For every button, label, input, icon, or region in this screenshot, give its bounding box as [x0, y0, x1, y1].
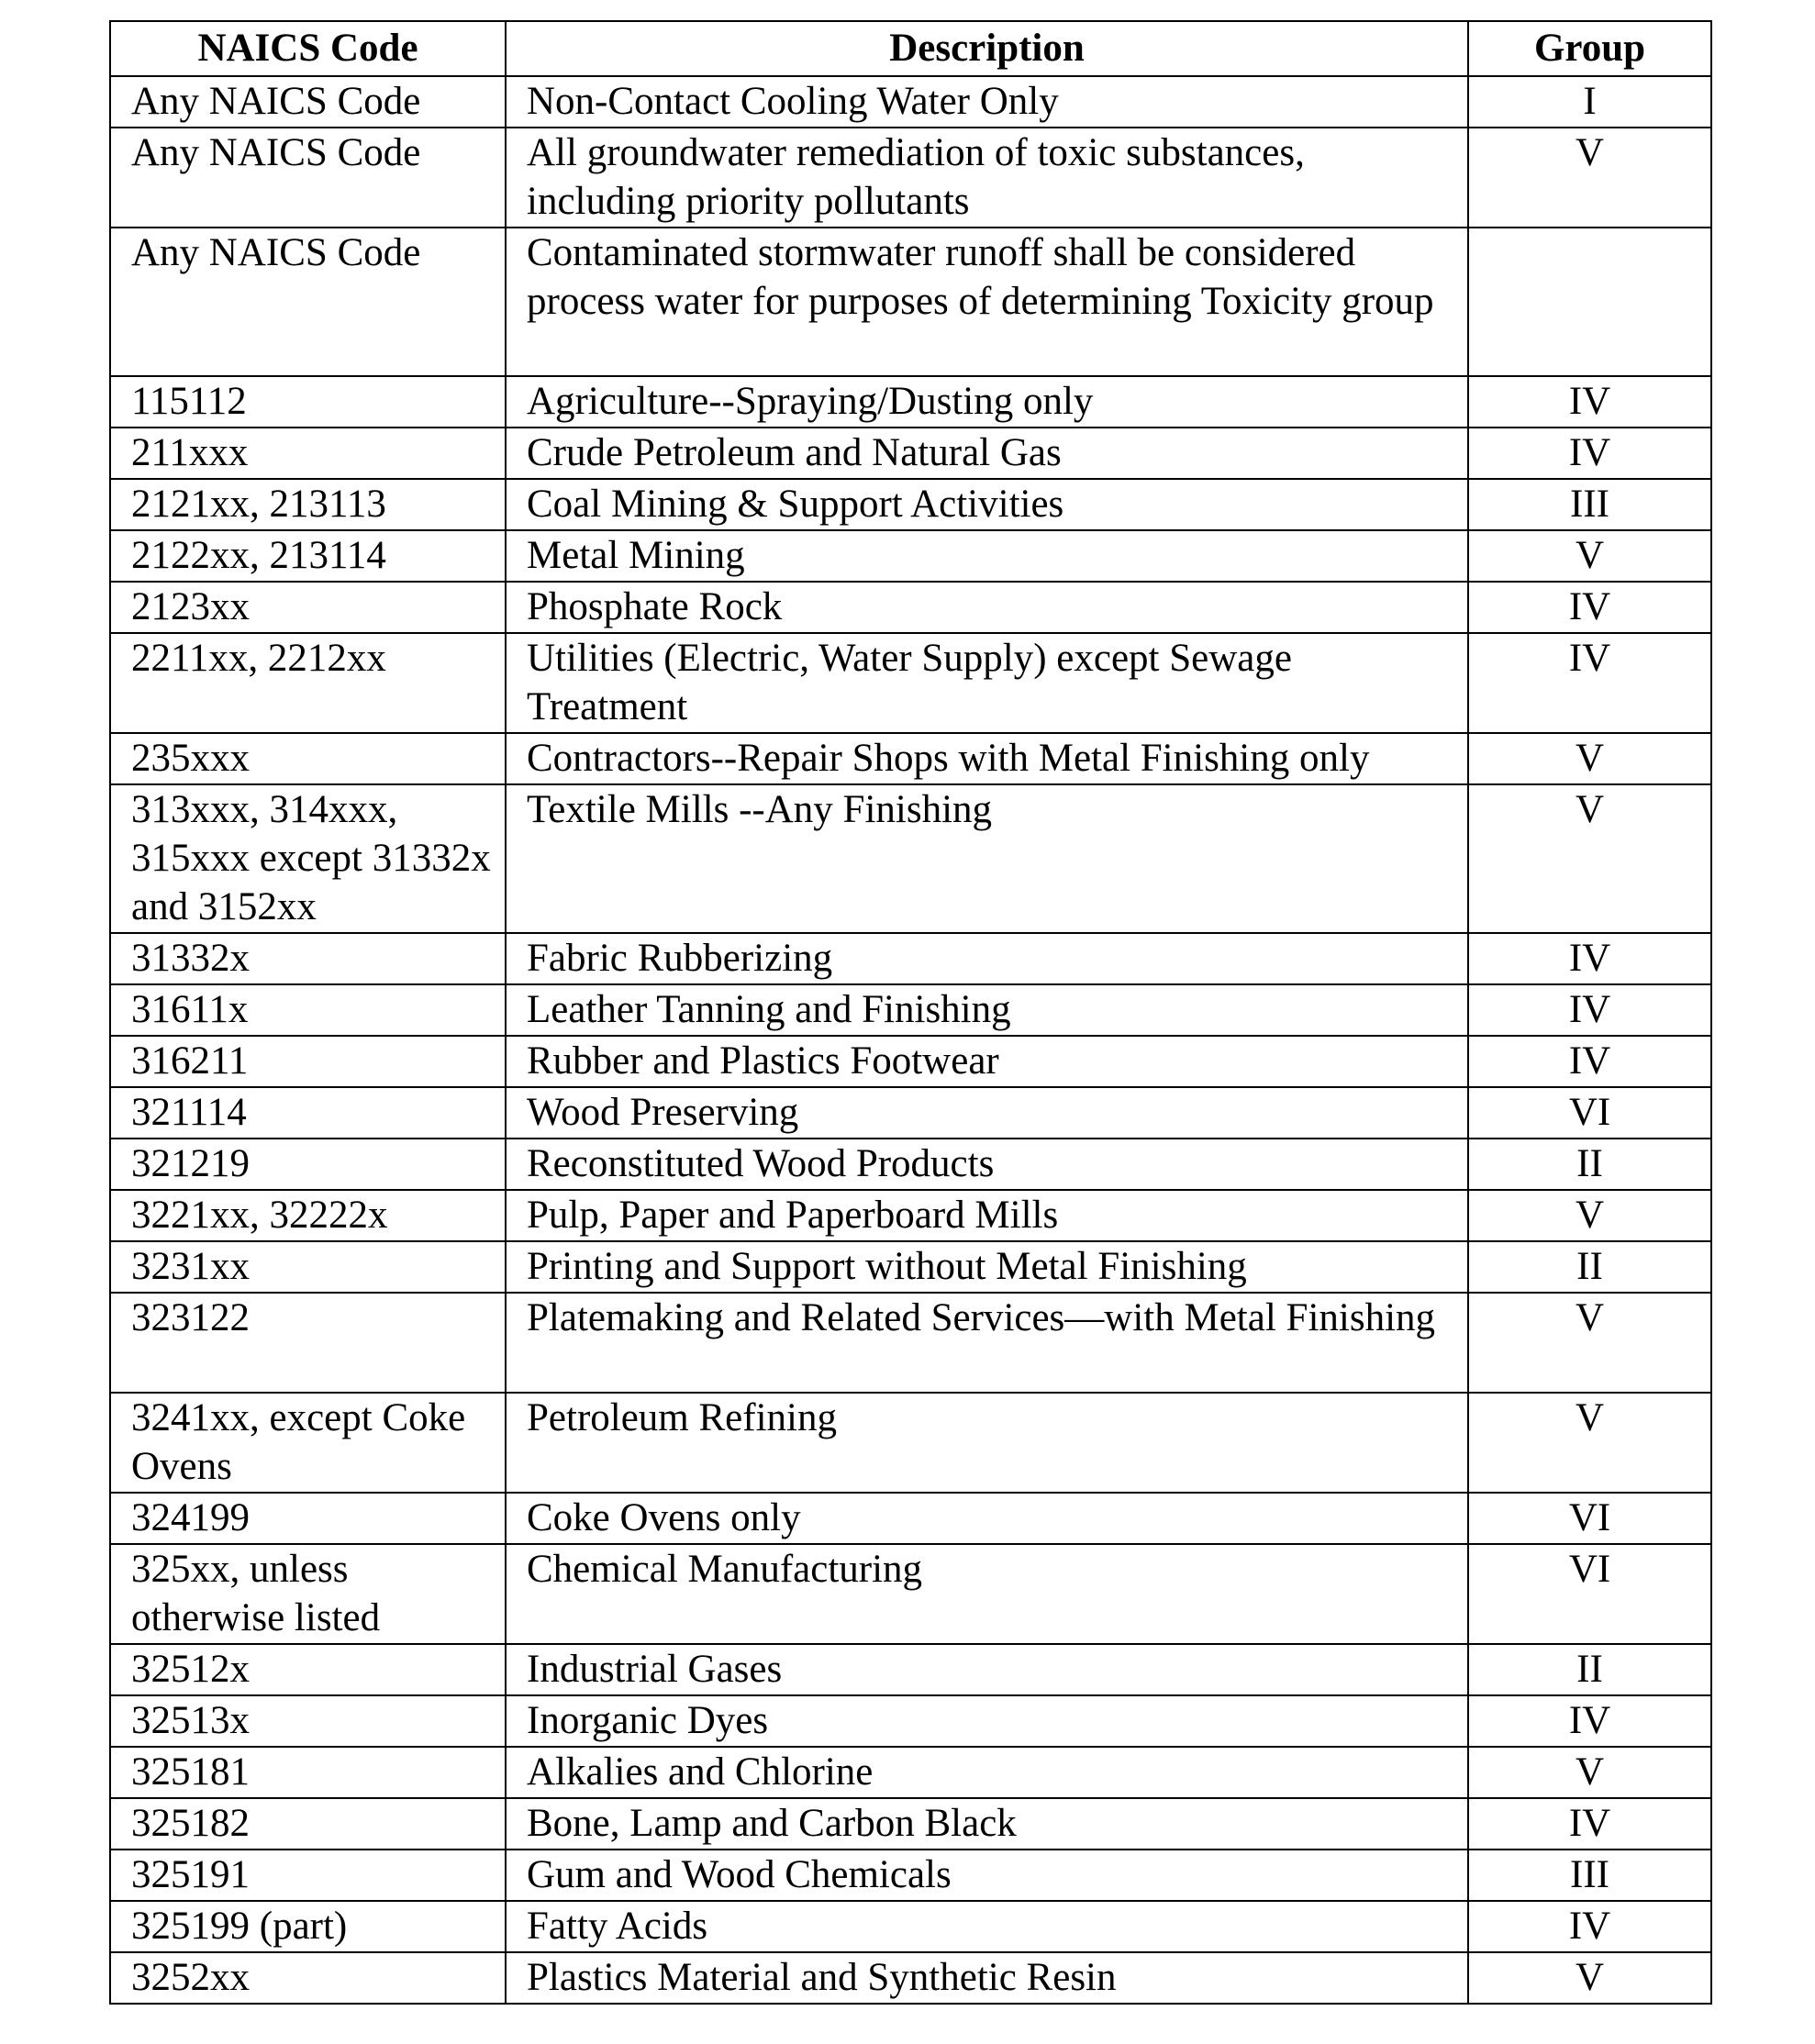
description-cell: Petroleum Refining — [506, 1393, 1468, 1493]
table-row — [110, 428, 1711, 479]
group-cell: V — [1468, 1747, 1711, 1798]
naics-code-cell: 325199 (part) — [110, 1901, 506, 1952]
naics-code-cell: 3252xx — [110, 1952, 506, 2004]
group-cell: IV — [1468, 582, 1711, 633]
group-cell: V — [1468, 530, 1711, 582]
description-cell: Wood Preserving — [506, 1087, 1468, 1139]
table-row — [110, 1952, 1711, 2004]
description-cell: Industrial Gases — [506, 1644, 1468, 1695]
naics-code-cell: 235xxx — [110, 733, 506, 784]
table-row — [110, 733, 1711, 784]
group-cell: V — [1468, 1952, 1711, 2004]
description-cell: Phosphate Rock — [506, 582, 1468, 633]
description-cell: Reconstituted Wood Products — [506, 1139, 1468, 1190]
naics-code-cell: 313xxx, 314xxx, 315xxx except 31332x and 3152xx — [110, 784, 506, 933]
table-row — [110, 1747, 1711, 1798]
group-cell: IV — [1468, 1901, 1711, 1952]
naics-code-cell: Any NAICS Code — [110, 76, 506, 128]
description-cell: Utilities (Electric, Water Supply) except Sewage Treatment — [506, 633, 1468, 733]
group-cell: V — [1468, 733, 1711, 784]
group-cell: V — [1468, 128, 1711, 228]
naics-code-cell: 32512x — [110, 1644, 506, 1695]
group-cell: IV — [1468, 933, 1711, 984]
description-cell: Printing and Support without Metal Finishing — [506, 1241, 1468, 1293]
description-cell: Fabric Rubberizing — [506, 933, 1468, 984]
description-cell: Plastics Material and Synthetic Resin — [506, 1952, 1468, 2004]
table-row — [110, 376, 1711, 428]
naics-code-cell: 2121xx, 213113 — [110, 479, 506, 530]
group-cell: II — [1468, 1139, 1711, 1190]
description-cell: Metal Mining — [506, 530, 1468, 582]
table-row — [110, 984, 1711, 1036]
group-cell: V — [1468, 784, 1711, 933]
naics-code-cell: Any NAICS Code — [110, 228, 506, 376]
naics-code-cell: 115112 — [110, 376, 506, 428]
table-header — [110, 21, 1711, 76]
group-cell: VI — [1468, 1544, 1711, 1644]
naics-code-cell: 3241xx, except Coke Ovens — [110, 1393, 506, 1493]
group-cell: IV — [1468, 376, 1711, 428]
naics-code-cell: Any NAICS Code — [110, 128, 506, 228]
group-cell: VI — [1468, 1493, 1711, 1544]
table-row — [110, 1493, 1711, 1544]
group-cell: V — [1468, 1293, 1711, 1393]
header-naics-code: NAICS Code — [110, 21, 506, 76]
naics-code-cell: 2123xx — [110, 582, 506, 633]
table-row — [110, 1901, 1711, 1952]
header-description: Description — [506, 21, 1468, 76]
table-row — [110, 1850, 1711, 1901]
naics-code-cell: 325xx, unless otherwise listed — [110, 1544, 506, 1644]
table-row — [110, 784, 1711, 933]
table-row — [110, 1036, 1711, 1087]
description-cell: Fatty Acids — [506, 1901, 1468, 1952]
group-cell: VI — [1468, 1087, 1711, 1139]
naics-code-cell: 211xxx — [110, 428, 506, 479]
naics-code-cell: 321219 — [110, 1139, 506, 1190]
naics-code-cell: 325182 — [110, 1798, 506, 1850]
naics-code-cell: 324199 — [110, 1493, 506, 1544]
table-row — [110, 1644, 1711, 1695]
group-cell: IV — [1468, 1695, 1711, 1747]
table-row — [110, 530, 1711, 582]
group-cell: III — [1468, 479, 1711, 530]
table-row — [110, 1293, 1711, 1393]
header-row — [110, 21, 1711, 76]
naics-code-cell: 3231xx — [110, 1241, 506, 1293]
description-cell: Chemical Manufacturing — [506, 1544, 1468, 1644]
table-row — [110, 1087, 1711, 1139]
table-body — [110, 76, 1711, 2004]
header-group: Group — [1468, 21, 1711, 76]
group-cell: IV — [1468, 428, 1711, 479]
table-row — [110, 1190, 1711, 1241]
description-cell: Alkalies and Chlorine — [506, 1747, 1468, 1798]
naics-code-cell: 2211xx, 2212xx — [110, 633, 506, 733]
description-cell: Textile Mills --Any Finishing — [506, 784, 1468, 933]
group-cell: IV — [1468, 1798, 1711, 1850]
table-row — [110, 1139, 1711, 1190]
table-row — [110, 479, 1711, 530]
description-cell: Bone, Lamp and Carbon Black — [506, 1798, 1468, 1850]
description-cell: Coal Mining & Support Activities — [506, 479, 1468, 530]
description-cell: Crude Petroleum and Natural Gas — [506, 428, 1468, 479]
description-cell: All groundwater remediation of toxic substances, including priority pollutants — [506, 128, 1468, 228]
description-cell: Pulp, Paper and Paperboard Mills — [506, 1190, 1468, 1241]
group-cell: IV — [1468, 1036, 1711, 1087]
naics-code-cell: 321114 — [110, 1087, 506, 1139]
group-cell: II — [1468, 1241, 1711, 1293]
table-row — [110, 1544, 1711, 1644]
group-cell: IV — [1468, 633, 1711, 733]
description-cell: Contaminated stormwater runoff shall be considered process water for purposes of determining Toxicity group — [506, 228, 1468, 376]
table-row — [110, 633, 1711, 733]
naics-code-cell: 3221xx, 32222x — [110, 1190, 506, 1241]
description-cell: Inorganic Dyes — [506, 1695, 1468, 1747]
naics-code-cell: 31332x — [110, 933, 506, 984]
description-cell: Contractors--Repair Shops with Metal Finishing only — [506, 733, 1468, 784]
description-cell: Non-Contact Cooling Water Only — [506, 76, 1468, 128]
naics-code-cell: 31611x — [110, 984, 506, 1036]
description-cell: Agriculture--Spraying/Dusting only — [506, 376, 1468, 428]
description-cell: Gum and Wood Chemicals — [506, 1850, 1468, 1901]
group-cell: II — [1468, 1644, 1711, 1695]
naics-code-cell: 32513x — [110, 1695, 506, 1747]
table-row — [110, 1393, 1711, 1493]
naics-table — [109, 20, 1712, 2005]
group-cell: V — [1468, 1393, 1711, 1493]
naics-code-cell: 323122 — [110, 1293, 506, 1393]
naics-code-cell: 2122xx, 213114 — [110, 530, 506, 582]
group-cell: V — [1468, 1190, 1711, 1241]
group-cell — [1468, 228, 1711, 376]
table-row — [110, 1241, 1711, 1293]
table-row — [110, 76, 1711, 128]
group-cell: IV — [1468, 984, 1711, 1036]
table-row — [110, 1798, 1711, 1850]
table-row — [110, 582, 1711, 633]
naics-code-cell: 325181 — [110, 1747, 506, 1798]
naics-code-cell: 316211 — [110, 1036, 506, 1087]
group-cell: III — [1468, 1850, 1711, 1901]
description-cell: Platemaking and Related Services—with Metal Finishing — [506, 1293, 1468, 1393]
group-cell: I — [1468, 76, 1711, 128]
table-row — [110, 933, 1711, 984]
naics-code-cell: 325191 — [110, 1850, 506, 1901]
description-cell: Rubber and Plastics Footwear — [506, 1036, 1468, 1087]
table-row — [110, 128, 1711, 228]
description-cell: Leather Tanning and Finishing — [506, 984, 1468, 1036]
table-row — [110, 1695, 1711, 1747]
table-row — [110, 228, 1711, 376]
description-cell: Coke Ovens only — [506, 1493, 1468, 1544]
